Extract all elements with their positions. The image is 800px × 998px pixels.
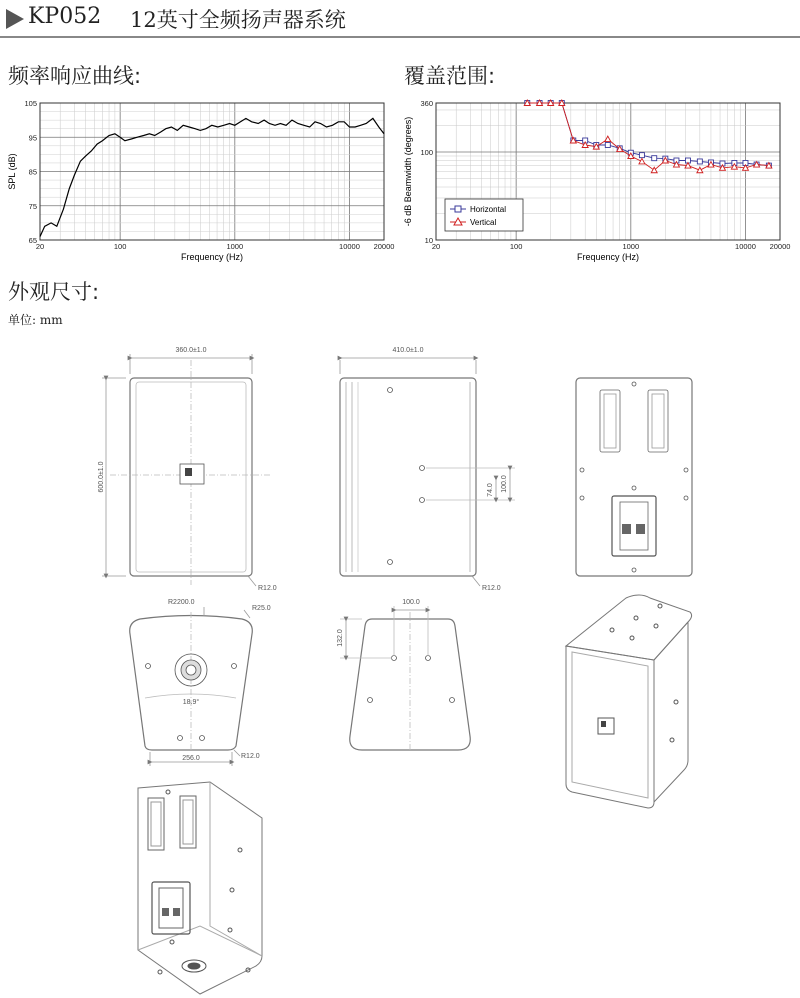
front-view-drawing (102, 354, 270, 586)
x-axis-label: Frequency (Hz) (576, 252, 640, 262)
y-tick-label: 75 (28, 201, 37, 211)
section-dimensions: 外观尺寸: (8, 280, 100, 304)
legend-vertical: Vertical (470, 218, 497, 227)
front-width-dim: 360.0±1.0 (175, 347, 207, 354)
y-tick-label: 100 (420, 147, 433, 157)
y-tick-label: 10 (424, 236, 433, 245)
x-tick-label: 20000 (373, 242, 395, 251)
x-tick-label: 20 (35, 242, 45, 251)
chart-legend (445, 199, 523, 231)
header-divider (0, 36, 800, 38)
unit-label: 单位: mm (8, 313, 63, 327)
bottom-spacing-dim: 100.0 (402, 599, 420, 606)
top-radius-dim: R12.0 (241, 753, 260, 760)
data-point-square (697, 159, 702, 164)
triangle-marker-icon (6, 9, 24, 29)
front-radius-dim: R12.0 (258, 585, 277, 592)
y-axis-label: -6 dB Beamwidth (degrees) (403, 116, 413, 227)
y-tick-label: 65 (28, 236, 37, 245)
bottom-offset-dim: 132.0 (337, 629, 344, 647)
x-tick-label: 20 (431, 242, 441, 251)
legend-horizontal: Horizontal (470, 205, 507, 214)
y-tick-label: 85 (28, 167, 37, 177)
series-line (40, 118, 384, 236)
x-tick-label: 100 (509, 242, 523, 251)
x-tick-label: 100 (113, 242, 127, 251)
x-tick-label: 1000 (622, 242, 640, 251)
dimension-drawings (0, 330, 800, 998)
data-point-triangle (697, 167, 703, 173)
section-freq-response: 频率响应曲线: (8, 64, 142, 88)
y-tick-label: 95 (28, 133, 37, 143)
frequency-response-chart (0, 95, 400, 270)
model-number: KP052 (28, 4, 102, 29)
page-header (0, 0, 800, 40)
isometric-rear-drawing (138, 782, 262, 994)
side-radius-dim: R12.0 (482, 585, 501, 592)
top-angle-dim: 18.9° (182, 699, 200, 706)
data-point-square (639, 153, 644, 158)
side-d2-dim: 100.0 (501, 475, 508, 493)
top-width-dim: 256.0 (182, 755, 200, 762)
x-tick-label: 10000 (339, 242, 360, 251)
side-d1-dim: 74.0 (487, 483, 494, 497)
x-tick-label: 10000 (735, 242, 756, 251)
data-point-triangle (639, 158, 645, 164)
isometric-front-drawing (566, 595, 692, 808)
x-tick-label: 20000 (769, 242, 791, 251)
legend-square-icon (455, 206, 461, 212)
y-tick-label: 105 (24, 99, 37, 108)
x-axis-label: Frequency (Hz) (180, 252, 244, 262)
chart-series (524, 100, 772, 173)
x-tick-label: 1000 (226, 242, 244, 251)
chart-grid (40, 103, 384, 240)
data-point-triangle (605, 136, 611, 142)
y-axis-label: SPL (dB) (7, 153, 17, 190)
rear-view-drawing (576, 378, 692, 576)
product-title: 12英寸全频扬声器系统 (130, 8, 346, 32)
top-corner-radius-dim: R25.0 (252, 605, 271, 612)
chart-series (40, 118, 384, 236)
bottom-view-drawing (340, 606, 470, 750)
side-depth-dim: 410.0±1.0 (392, 347, 424, 354)
coverage-chart (400, 95, 800, 270)
data-point-square (605, 143, 610, 148)
data-point-square (652, 156, 657, 161)
y-tick-label: 360 (420, 99, 433, 108)
top-big-radius-dim: R2200.0 (168, 599, 195, 606)
side-view-drawing (340, 358, 515, 586)
top-view-drawing (130, 607, 253, 766)
front-height-dim: 600.0±1.0 (98, 461, 105, 493)
section-coverage: 覆盖范围: (404, 64, 496, 88)
